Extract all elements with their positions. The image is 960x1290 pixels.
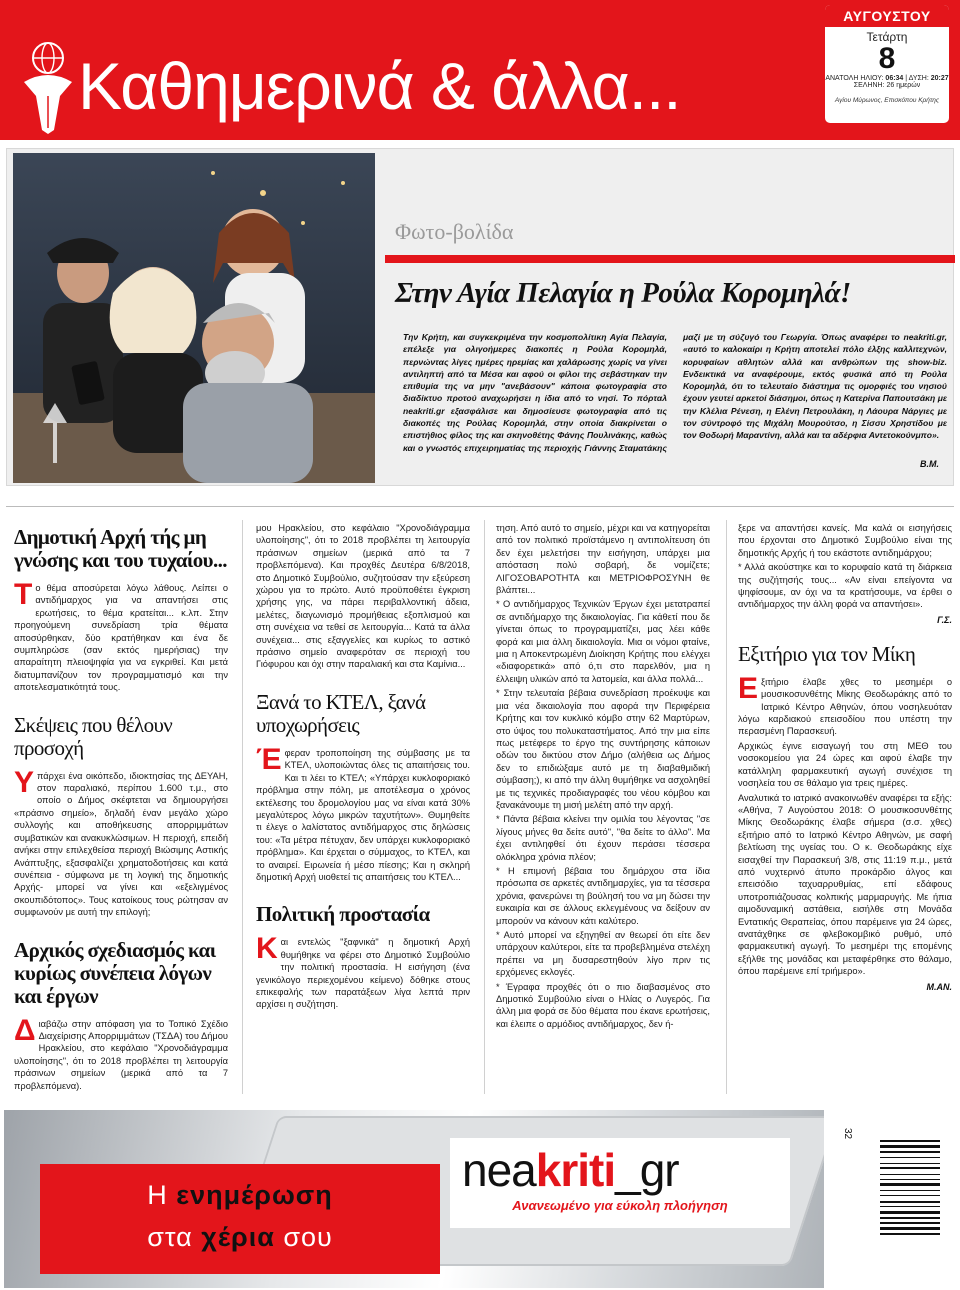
article-title: Σκέψεις που θέλουν προσοχή xyxy=(14,712,173,760)
article-text: ο θέμα αποσύρεται λόγω λάθους. Λείπει ο αντιδήμαρχος για να απαντήσει στις ερωτήσεις, το θέμα κρατείται... κ.λπ. Στην προηγούμενη συνεδρίαση τρία θέματα αποσύρθηκαν, δύο κρατήθηκαν και ένα δε συμπληρώσε (σαν εκτός ημερήσιας) την απαραίτητη πλειοψηφία για να εγκριθεί. Και μετά διατυμπανίζουν τον προγραμματισμό και την αποτελεσματικότητά τους. xyxy=(14,583,228,693)
brand-text: _gr xyxy=(615,1144,679,1196)
article-text: ξιτήριο έλαβε χθες το μεσημέρι ο μουσικοσυνθέτης Μίκης Θεοδωράκης από το Ιατρικό Κέντρο Αθηνών, όπου νοσηλευόταν λόγω καρδιακού επεισοδίου που υπέστη την περασμένη Παρασκευή. xyxy=(738,676,952,737)
drop-cap: Κ xyxy=(256,932,278,966)
article-text: * Ο αντιδήμαρχος Τεχνικών Έργων έχει μετατραπεί σε αντιδήμαρχο της δικαιολογίας. Για κάθετί που δε γίνεται όπως το προγραμματίζει, μας λέει κάθε φορά και μια άλλη δικαιολογία. Μια οι νόμοι φταίνε, μια η Αποκεντρωμένη Διοίκηση Κρήτης που ελέγχει «διαφορετικά» από ό,τι στο παρελθόν, μια η έλλειψη υλικών από τα λατομεία, και άλλα πολλά... xyxy=(496,599,710,684)
calendar-month: ΑΥΓΟΥΣΤΟΥ xyxy=(825,5,949,27)
article-text: * Στην τελευταία βέβαια συνεδρίαση προέκυψε και μια νέα δικαιολογία που αφορά την Περιφέρεια Κρήτης και τον κυκλικό κόμβο στην 62 Μαρτύρων, στο ύψος του πολυκαταστήματος. Από την μια είπε πως μετέφερε το έργο της συντήρησης κάποιων οδών του δικτύου στον Δήμο (αλήθεια ως Δήμος δεν το επιδιώξαμε αυτό με τη διαβαθμιδική σύμβαση;), κι από την άλλη θυμήθηκε να ασχοληθεί με τις τεχνικές προδιαγραφές του νέου κόμβου και ξανακάνουμε τη μισή μελέτη από την αρχή. xyxy=(496,688,710,810)
article-text: * Πάντα βέβαια κλείνει την ομιλία του λέγοντας "σε λίγους μήνες θα δείτε αυτό", "θα δείτε το άλλο". Μα έχει αντιληφθεί ότι έχουν περάσει τέσσερα ολόκληρα χρόνια πλέον; xyxy=(496,814,710,862)
selfie-photo-illustration xyxy=(13,153,375,483)
article-title: Εξιτήριο για τον Μίκη xyxy=(738,641,916,666)
article-text: * Έγραφα προχθές ότι ο πιο διαβασμένος στο Δημοτικό Συμβούλιο είναι ο Ηλίας ο Λυγερός. Για άλλη μια φορά σε δύο θέματα που έκανε ερωτήσεις, και έλειπε ο αρμόδιος αντιδήμαρχος, δεν ή- xyxy=(496,981,710,1029)
story-signature: Β.Μ. xyxy=(920,459,939,469)
ad-slogan-box xyxy=(40,1164,440,1274)
column-3 xyxy=(496,522,710,1092)
section-divider xyxy=(6,506,954,507)
article-text: ιαβάζω στην απόφαση για το Τοπικό Σχέδιο Διαχείρισης Απορριμμάτων (ΤΣΔΑ) του Δήμου Ηρακλείου, στο κεφάλαιο "Χρονοδιάγραμμα υλοποίησης", ότι το 2018 προβλέπει τη λειτουργία πράσινων σημείων (μερικά από τα 7 προβλεπόμενα). xyxy=(14,1018,228,1091)
date-calendar xyxy=(824,4,950,124)
drop-cap: Ε xyxy=(738,671,759,705)
issue-number: 32 xyxy=(842,1127,854,1140)
brand-panel xyxy=(450,1138,790,1228)
moon-age: ΣΕΛΗΝΗ: 26 ημερών xyxy=(853,82,921,89)
sunset-time: 20:27 xyxy=(930,75,949,82)
neakriti-advertisement xyxy=(4,1110,824,1288)
brand-logo xyxy=(462,1142,679,1198)
article-title: Αρχικός σχεδιασμός και κυρίως συνέπεια λόγων και έργων xyxy=(14,937,216,1008)
story-kicker: Φωτο-βολίδα xyxy=(395,219,514,244)
brand-text-bold: kriti xyxy=(535,1144,616,1196)
article-title: Δημοτική Αρχή τής μη γνώσης και του τυχαίου... xyxy=(14,525,227,572)
sunset-label: ΔΥΣΗ: xyxy=(908,75,929,82)
article-body xyxy=(14,578,228,694)
column-divider xyxy=(484,520,485,1094)
ad-slogan-line-1 xyxy=(40,1180,440,1211)
story-headline: Στην Αγία Πελαγία η Ρούλα Κορομηλά! xyxy=(395,277,851,309)
calendar-weekday: Τετάρτη xyxy=(866,30,908,44)
ad-text: στα xyxy=(147,1222,193,1252)
article-text: μου Ηρακλείου, στο κεφάλαιο "Χρονοδιάγραμμα υλοποίησης", ότι το 2018 προβλέπει τη λειτουργία πράσινων σημείων (μερικά από τα 7 προβλεπόμενα). Και προχθές Δευτέρα 6/8/2018, στο Δημοτικό Συμβούλιο, συζητούσαν την εξεύρεση χώρου για το πρώτο. Αυτό προϋποθέτει έγκριση χρήσης γης, να πάρει περιβαλλοντική άδεια, μελέτες, διαγωνισμό προμήθειας εξοπλισμού και στη συνέχεια να τεθεί σε λειτουργία... Κατά τα άλλα συνέχεια... στις εξαγγελίες και κυρίως το αστικό πράσινο σημείο αναφερόταν σε περιοχή του Γιόφυρου και όχι στην παραλιακή και στα Καμίνια... xyxy=(256,523,470,670)
sunrise-time: 06:34 xyxy=(885,75,904,82)
ad-text: σου xyxy=(283,1222,333,1252)
article-title: Ξανά το ΚΤΕΛ, ξανά υποχωρήσεις xyxy=(256,689,426,737)
article-text: τηση. Από αυτό το σημείο, μέχρι και να κατηγορείται από τον πολιτικό προϊστάμενο η αντιπολίτευση ότι δεν έχει μελετήσει την εισήγηση, υπάρχει μια απόσταση πολύ σοβαρή, δε νομίζετε; ΛΙΓΟΣΟΒΑΡΟΤΗΤΑ και ΜΕΤΡΙΟΦΡΟΣΥΝΗ θε βλάπτει... xyxy=(496,523,710,596)
article-body xyxy=(256,742,470,883)
red-divider xyxy=(385,255,955,263)
story-body: Την Κρήτη, και συγκεκριμένα την κοσμοπολίτικη Αγία Πελαγία, επέλεξε για ολιγοήμερες διακοπές η Ρούλα Κορομηλά, περνώντας λίγες ημέρες ηρεμίας και χαλάρωσης χωρίς να γίνει αντιληπτή από τα Μέσα και αφού οι φίλοι της σεβάστηκαν την επιθυμία της να μην "ανεβάσουν" κάποια φωτογραφία στο διαδίκτυο προτού αναχωρήσει η ίδια από το νησί. Το πόρταλ neakriti.gr εξασφάλισε και δημοσίευσε φωτογραφία από τις διακοπές της Ρούλας Κορομηλά, στην οποία διακρίνεται ο επιστήθιος φίλος της και σκηνοθέτης Φάνης Πουλινάκης, καθώς και ο γνωστός επιχειρηματίας της περιοχής Γιάννης Σταματάκης μαζί με τη σύζυγό του Γεωργία. Όπως αναφέρει το neakriti.gr, «αυτό το καλοκαίρι η Κρήτη αποτελεί πόλο έλξης καλλιτεχνών, κορυφαίων αθλητών αλλά και ανθρώπων της show-biz. Ενδεικτικά να αναφέρουμε, εκτός φυσικά από τη Ρούλα Κορομηλά, ότι το τελευταίο διάστημα τις ομορφιές του νησιού έχουν γευτεί αρκετοί διάσημοι, όπως η Κατερίνα Παπουτσάκη με την Κλέλια Ρένεση, η Ελένη Πετρουλάκη, η Λάουρα Νάργιες με τον σύντροφό της Μιχάλη Μουρούτσο, η Σίσσυ Χρηστίδου με τον Θοδωρή Μαραντίνη, αλλά και τα αδέρφια Αντετοκούνμπο». xyxy=(403,332,947,453)
article-text: * Αλλά ακούστηκε και το κορυφαίο κατά τη διάρκεια της συζήτησής τους... «Αν είναι επείγοντα να ψηφίσουμε, αν όχι να τα κρατήσουμε, να έρθει ο αντιδήμαρχος την άλλη φορά να απαντήσει». xyxy=(738,562,952,610)
drop-cap: Έ xyxy=(256,742,282,776)
column-4 xyxy=(738,522,952,1092)
article-title: Πολιτική προστασία xyxy=(256,902,430,927)
masthead-title: Καθημερινά & άλλα... xyxy=(78,49,681,123)
brand-tagline: Ανανεωμένο για εύκολη πλοήγηση xyxy=(512,1198,728,1213)
saint-of-day: Αγίου Μύρωνος, Επισκόπου Κρήτης xyxy=(834,97,940,104)
drop-cap: Τ xyxy=(14,578,33,611)
photo-story xyxy=(6,148,954,486)
sun-times: ΑΝΑΤΟΛΗ ΗΛΙΟΥ: 06:34 | ΔΥΣΗ: 20:27 xyxy=(825,75,949,82)
article-body xyxy=(14,765,228,919)
ad-text-bold: ενημέρωση xyxy=(176,1180,333,1210)
story-photo xyxy=(13,153,375,483)
drop-cap: Υ xyxy=(14,765,35,799)
article-text: * Αυτό μπορεί να εξηγηθεί αν θεωρεί ότι είτε δεν υπάρχουν καλύτεροι, είτε τα προβεβλημένα στελέχη πρέπει να μη δυσαρεστηθούν λίγο πριν τις ερχόμενες εκλογές. xyxy=(496,930,710,978)
article-signature: Μ.ΑΝ. xyxy=(926,981,952,992)
brand-text: nea xyxy=(462,1144,536,1196)
ad-text: Η xyxy=(147,1180,168,1210)
column-divider xyxy=(242,520,243,1094)
article-body xyxy=(14,1013,228,1092)
column-1 xyxy=(14,522,228,1092)
article-text: * Η επιμονή βέβαια του δημάρχου στα ίδια πρόσωπα σε αρκετές αντιδημαρχίες, για τα τέσσερα χρόνια, φανερώνει τη βούλησή του να μη δώσει την ευκαιρία και σε άλλους εκλεγμένους να δείξουν αν μπορούν να κάνουν κάτι καλύτερο. xyxy=(496,865,710,926)
article-text: πάρχει ένα οικόπεδο, ιδιοκτησίας της ΔΕΥΑΗ, στον παραλιακό, περίπου 1.600 τ.μ., στο οποίο ο Δήμος σκέφτεται να δημιουργήσει «πράσινο σημείο», δηλαδή έναν μεγάλο χώρο συλλογής και αποθήκευσης απορριμμάτων συμβατικών και ανακυκλώσιμων. Η περιοχή, επειδή ανήκει στην επιλεχθείσα περιοχή Βιώσιμης Αστικής Ανάπτυξης, εξασφαλίζει χρηματοδοτήσεις και κατά συνέπεια - σύμφωνα με τη λογική της δημοτικής Αρχής- μπορεί να γίνει και «εξελιγμένος σκουπιδότοπος». Τους κατοίκους τους ρώτησαν αν συμφωνούν με αυτή την επιλογή; xyxy=(14,770,228,918)
ad-slogan-line-2 xyxy=(40,1222,440,1253)
article-body xyxy=(738,671,952,738)
column-divider xyxy=(726,520,727,1094)
article-body xyxy=(256,932,470,1010)
article-text: αι εντελώς "ξαφνικά" η δημοτική Αρχή θυμήθηκε να φέρει στο Δημοτικό Συμβούλιο την πολιτική προστασία. Η εισήγηση (ένα γενικόλογο περιεχομένου κείμενο) δόθηκε στους επικεφαλής των παρατάξεων λίγα λεπτά πριν αρχίσει η συζήτηση. xyxy=(256,937,470,1010)
barcode-icon xyxy=(850,1120,950,1280)
barcode xyxy=(842,1120,950,1280)
column-2 xyxy=(256,522,470,1092)
ad-text-bold: χέρια xyxy=(201,1222,275,1252)
article-text: Αναλυτικά το ιατρικό ανακοινωθέν αναφέρει τα εξής: «Αθήνα, 7 Αυγούστου 2018: Ο μουσικοσυνθέτης Μίκης Θεοδωράκης έλαβε σήμερα (σ.σ. χθες) εξιτήριο από το Ιατρικό Κέντρο Αθηνών, με σαφή βελτίωση της υγείας του. Ο κ. Θεοδωράκης είχε εισαχθεί την Παρασκευή 3/8, στις 11:19 π.μ., μετά από νυχτερινό άτυπο προκάρδιο άλγος και επεισόδιο ταχυαρρυθμίας, επί εδάφους υποτροπιάζουσας κολπικής μαρμαρυγής. Με ήπια αιμοδυναμική αστάθεια, εισήλθε στη Μονάδα Εντατικής Θεραπείας, όπου παρέμεινε για 24 ώρες, ανατάχθηκε σε φλεβοκομβικό ρυθμό, υπό φαρμακευτική αγωγή. Το μεσημέρι της επομένης εξήλθε της μονάδας και μεταφέρθηκε στο θάλαμο, όπου παρέμεινε επί τριήμερο». xyxy=(738,792,952,977)
article-text: φεραν τροποποίηση της σύμβασης με τα ΚΤΕΛ, υλοποιώντας όλες τις απαιτήσεις του. Και τι λέει το ΚΤΕΛ; «Υπάρχει κυκλοφοριακό πρόβλημα στην πόλη, με αποτέλεσμα ο χρόνος εκτέλεσης του δρομολογίου μας να είναι κατά 30% μεγαλύτερος λόγω μικρών ταχυτήτων». Θυμηθείτε τι έλεγε ο λαλίστατος αντιδήμαρχος στις δηλώσεις του: «Τα μέτρα πέτυχαν, δεν υπάρχει κυκλοφοριακό πρόβλημα». Και έρχεται ο σύμμαχος, το ΚΤΕΛ, και το αναιρεί. Ειρωνεία ή μέσο πίεσης; Και η σκληρή δημοτική Αρχή υιοθετεί τις απαιτήσεις του ΚΤΕΛ... xyxy=(256,747,470,882)
article-signature: Γ.Σ. xyxy=(937,614,952,625)
masthead xyxy=(0,0,960,140)
article-text: Αρχικώς έγινε εισαγωγή του στη ΜΕΘ του νοσοκομείου για 24 ώρες και αφού έλαβε την κατάλληλη φαρμακευτική αγωγή συνέχισε τη νοσηλεία του σε θάλαμο για τρεις ημέρες. xyxy=(738,740,952,789)
globe-pen-icon xyxy=(18,36,78,136)
calendar-day: 8 xyxy=(878,42,896,75)
sunrise-label: ΑΝΑΤΟΛΗ ΗΛΙΟΥ: xyxy=(825,75,884,82)
drop-cap: Δ xyxy=(14,1013,36,1047)
article-text: ξερε να απαντήσει κανείς. Μα καλά οι εισηγήσεις που έρχονται στο Δημοτικό Συμβούλιο είναι της δημοτικής Αρχής ή του εκάστοτε αντιδημάρχου; xyxy=(738,523,952,558)
